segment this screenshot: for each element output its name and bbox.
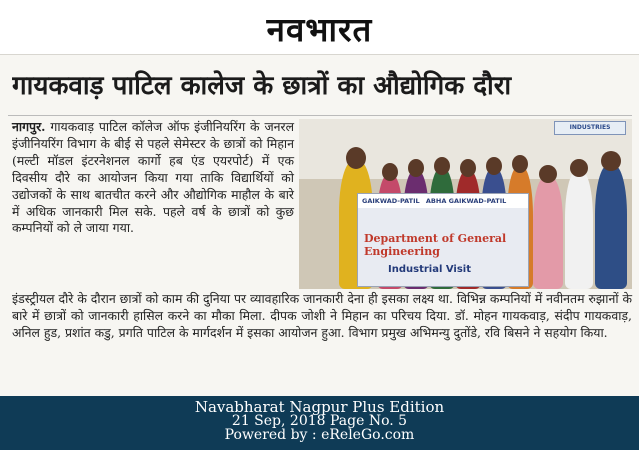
footer-powered-by[interactable]: Powered by : eReleGo.com — [224, 427, 415, 443]
person-figure — [595, 165, 627, 289]
banner-header — [358, 194, 528, 208]
footer-edition: Navabharat Nagpur Plus Edition — [194, 398, 445, 416]
industrial-visit-banner — [357, 193, 529, 287]
person-head — [539, 165, 557, 183]
banner-header-right: ABHA GAIKWAD-PATIL — [425, 197, 507, 205]
person-head — [382, 163, 398, 181]
article-photo — [299, 119, 632, 289]
person-head — [601, 151, 621, 171]
dateline: नागपुर. — [12, 119, 46, 134]
person-head — [486, 157, 502, 175]
banner-title: Department of General Engineering — [364, 232, 507, 258]
person-head — [408, 159, 424, 177]
edition-footer — [0, 396, 639, 450]
banner-subtitle: Industrial Visit — [388, 264, 472, 275]
person-figure — [533, 177, 563, 289]
news-clipping — [0, 54, 639, 396]
lead-body: गायकवाड़ पाटिल कॉलेज ऑफ इंजीनियरिंग के जनरल इंजीनियरिंग विभाग के बीई से पहले सेमेस्टर के छात्रों को मिहान (मल्टी मॉडल इंटरनेशनल कार्गो हब एंड एयरपोर्ट) में एक दिवसीय दौरे का आयोजन किया गया ताकि विद्यार्थियों को उद्योजकों के साथ बातचीत करने और औद्योगिक माहौल के बारे में अधिक जानकारी मिल सके. पहले वर्ष के छात्रों को कुछ कम्पनियों को ले जाया गया. — [12, 119, 294, 236]
person-head — [512, 155, 528, 173]
article-headline: गायकवाड़ पाटिल कालेज के छात्रों का औद्योगिक दौरा — [12, 71, 512, 101]
article-lead — [12, 119, 294, 237]
wall-sign: INDUSTRIES — [554, 121, 626, 135]
newspaper-title: नवभारत — [266, 10, 373, 49]
person-head — [346, 147, 366, 169]
banner-header-left: GAIKWAD-PATIL — [362, 197, 420, 205]
person-head — [434, 157, 450, 175]
masthead — [0, 0, 639, 54]
person-figure — [565, 171, 593, 289]
person-head — [570, 159, 588, 177]
person-head — [460, 159, 476, 177]
footer-date-page: 21 Sep, 2018 Page No. 5 — [231, 413, 408, 429]
article-second-paragraph: इंडस्ट्रीयल दौरे के दौरान छात्रों को काम की दुनिया पर व्यावहारिक जानकारी देना ही इसका लक्ष्य था. विभिन्न कम्पनियों में नवीनतम रुझानों के बारे में छात्रों को जानकारी हासिल करने का मौका मिला. दीपक जोशी ने मिहान का परिचय दिया. डॉ. मोहन गायकवाड़, संदीप गायकवाड़, अनिल हुड, प्रशांत कडु, प्रगति पाटिल के मार्गदर्शन में इसका आयोजन हुआ. विभाग प्रमुख अभिमन्यु दुतोंडे, रवि बिसने ने सहयोग किया. — [12, 291, 632, 340]
headline-divider — [8, 115, 632, 116]
